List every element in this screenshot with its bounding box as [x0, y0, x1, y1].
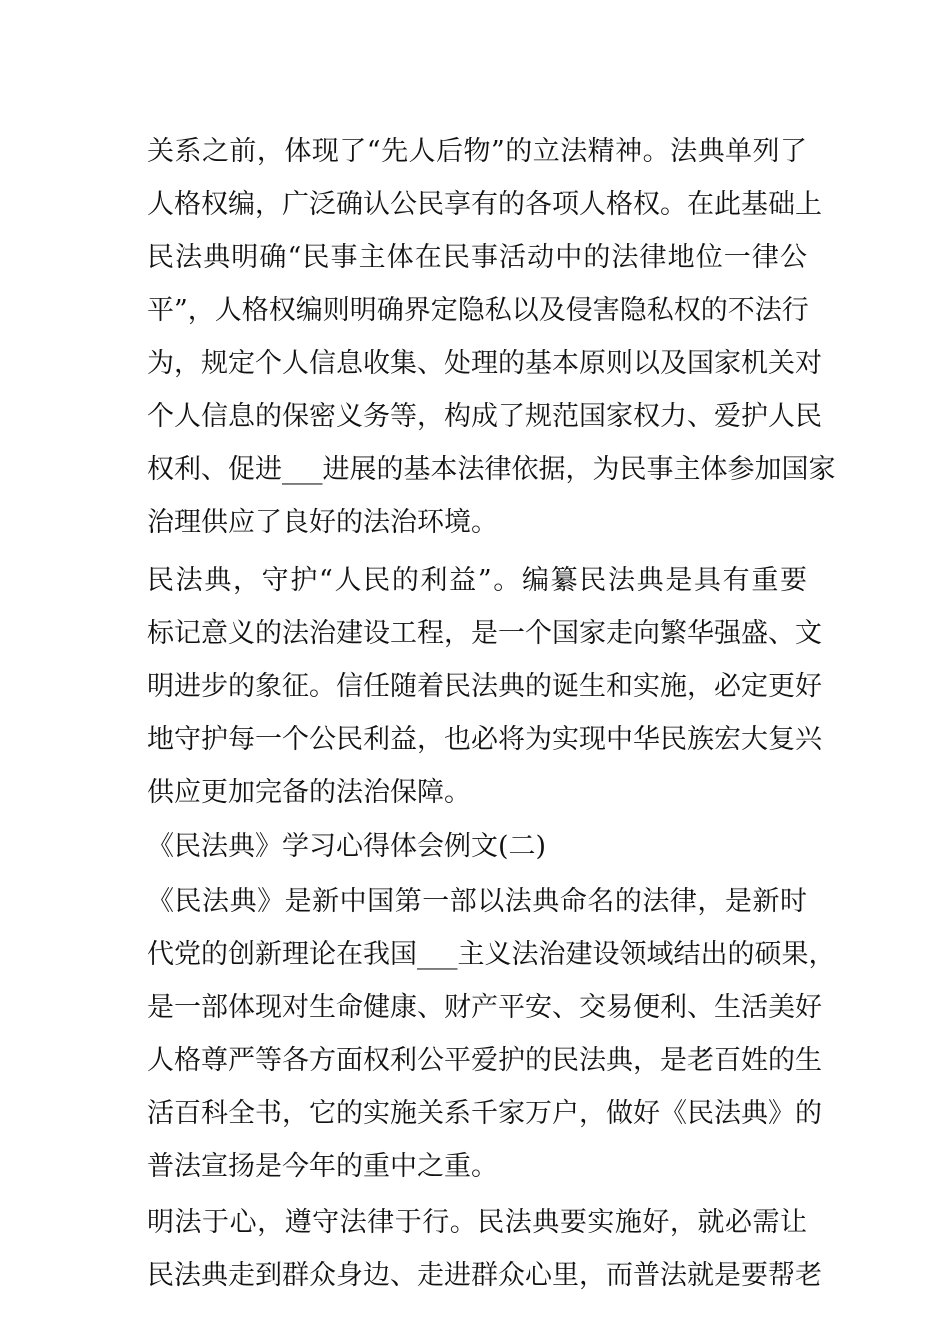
paragraph-first-line: 民法典，守护“人民的利益”。编纂民法典是具有重要 — [147, 565, 807, 596]
text-line: 权利、促进___进展的基本法律依据，为民事主体参加国家 — [147, 454, 836, 485]
text-line: 人格权编，广泛确认公民享有的各项人格权。在此基础上 — [147, 189, 822, 220]
paragraph-first-line: 《民法典》是新中国第一部以法典命名的法律，是新时 — [147, 886, 807, 917]
text-line: 个人信息的保密义务等，构成了规范国家权力、爱护人民 — [147, 401, 822, 432]
text-line: 代党的创新理论在我国___主义法治建设领域结出的硕果， — [147, 939, 836, 970]
text-line: 标记意义的法治建设工程，是一个国家走向繁华强盛、文 — [147, 618, 822, 649]
text-line: 是一部体现对生命健康、财产平安、交易便利、生活美好 — [147, 992, 822, 1023]
text-line: 普法宣扬是今年的重中之重。 — [147, 1151, 498, 1182]
text-line: 关系之前，体现了“先人后物”的立法精神。法典单列了 — [147, 136, 807, 167]
text-line: 民法典走到群众身边、走进群众心里，而普法就是要帮老 — [147, 1260, 822, 1291]
text-line: 民法典明确“民事主体在民事活动中的法律地位一律公 — [147, 242, 807, 273]
text-line: 供应更加完备的法治保障。 — [147, 777, 471, 808]
text-line: 为，规定个人信息收集、处理的基本原则以及国家机关对 — [147, 348, 822, 379]
text-line: 治理供应了良好的法治环境。 — [147, 507, 498, 538]
text-line: 平”，人格权编则明确界定隐私以及侵害隐私权的不法行 — [147, 295, 809, 326]
section-heading: 《民法典》学习心得体会例文(二) — [147, 831, 547, 862]
text-line: 明进步的象征。信任随着民法典的诞生和实施，必定更好 — [147, 671, 822, 702]
text-line: 活百科全书，它的实施关系千家万户，做好《民法典》的 — [147, 1098, 822, 1129]
paragraph-first-line: 明法于心，遵守法律于行。民法典要实施好，就必需让 — [147, 1207, 807, 1238]
text-line: 人格尊严等各方面权利公平爱护的民法典，是老百姓的生 — [147, 1045, 822, 1076]
text-line: 地守护每一个公民利益，也必将为实现中华民族宏大复兴 — [147, 724, 822, 755]
